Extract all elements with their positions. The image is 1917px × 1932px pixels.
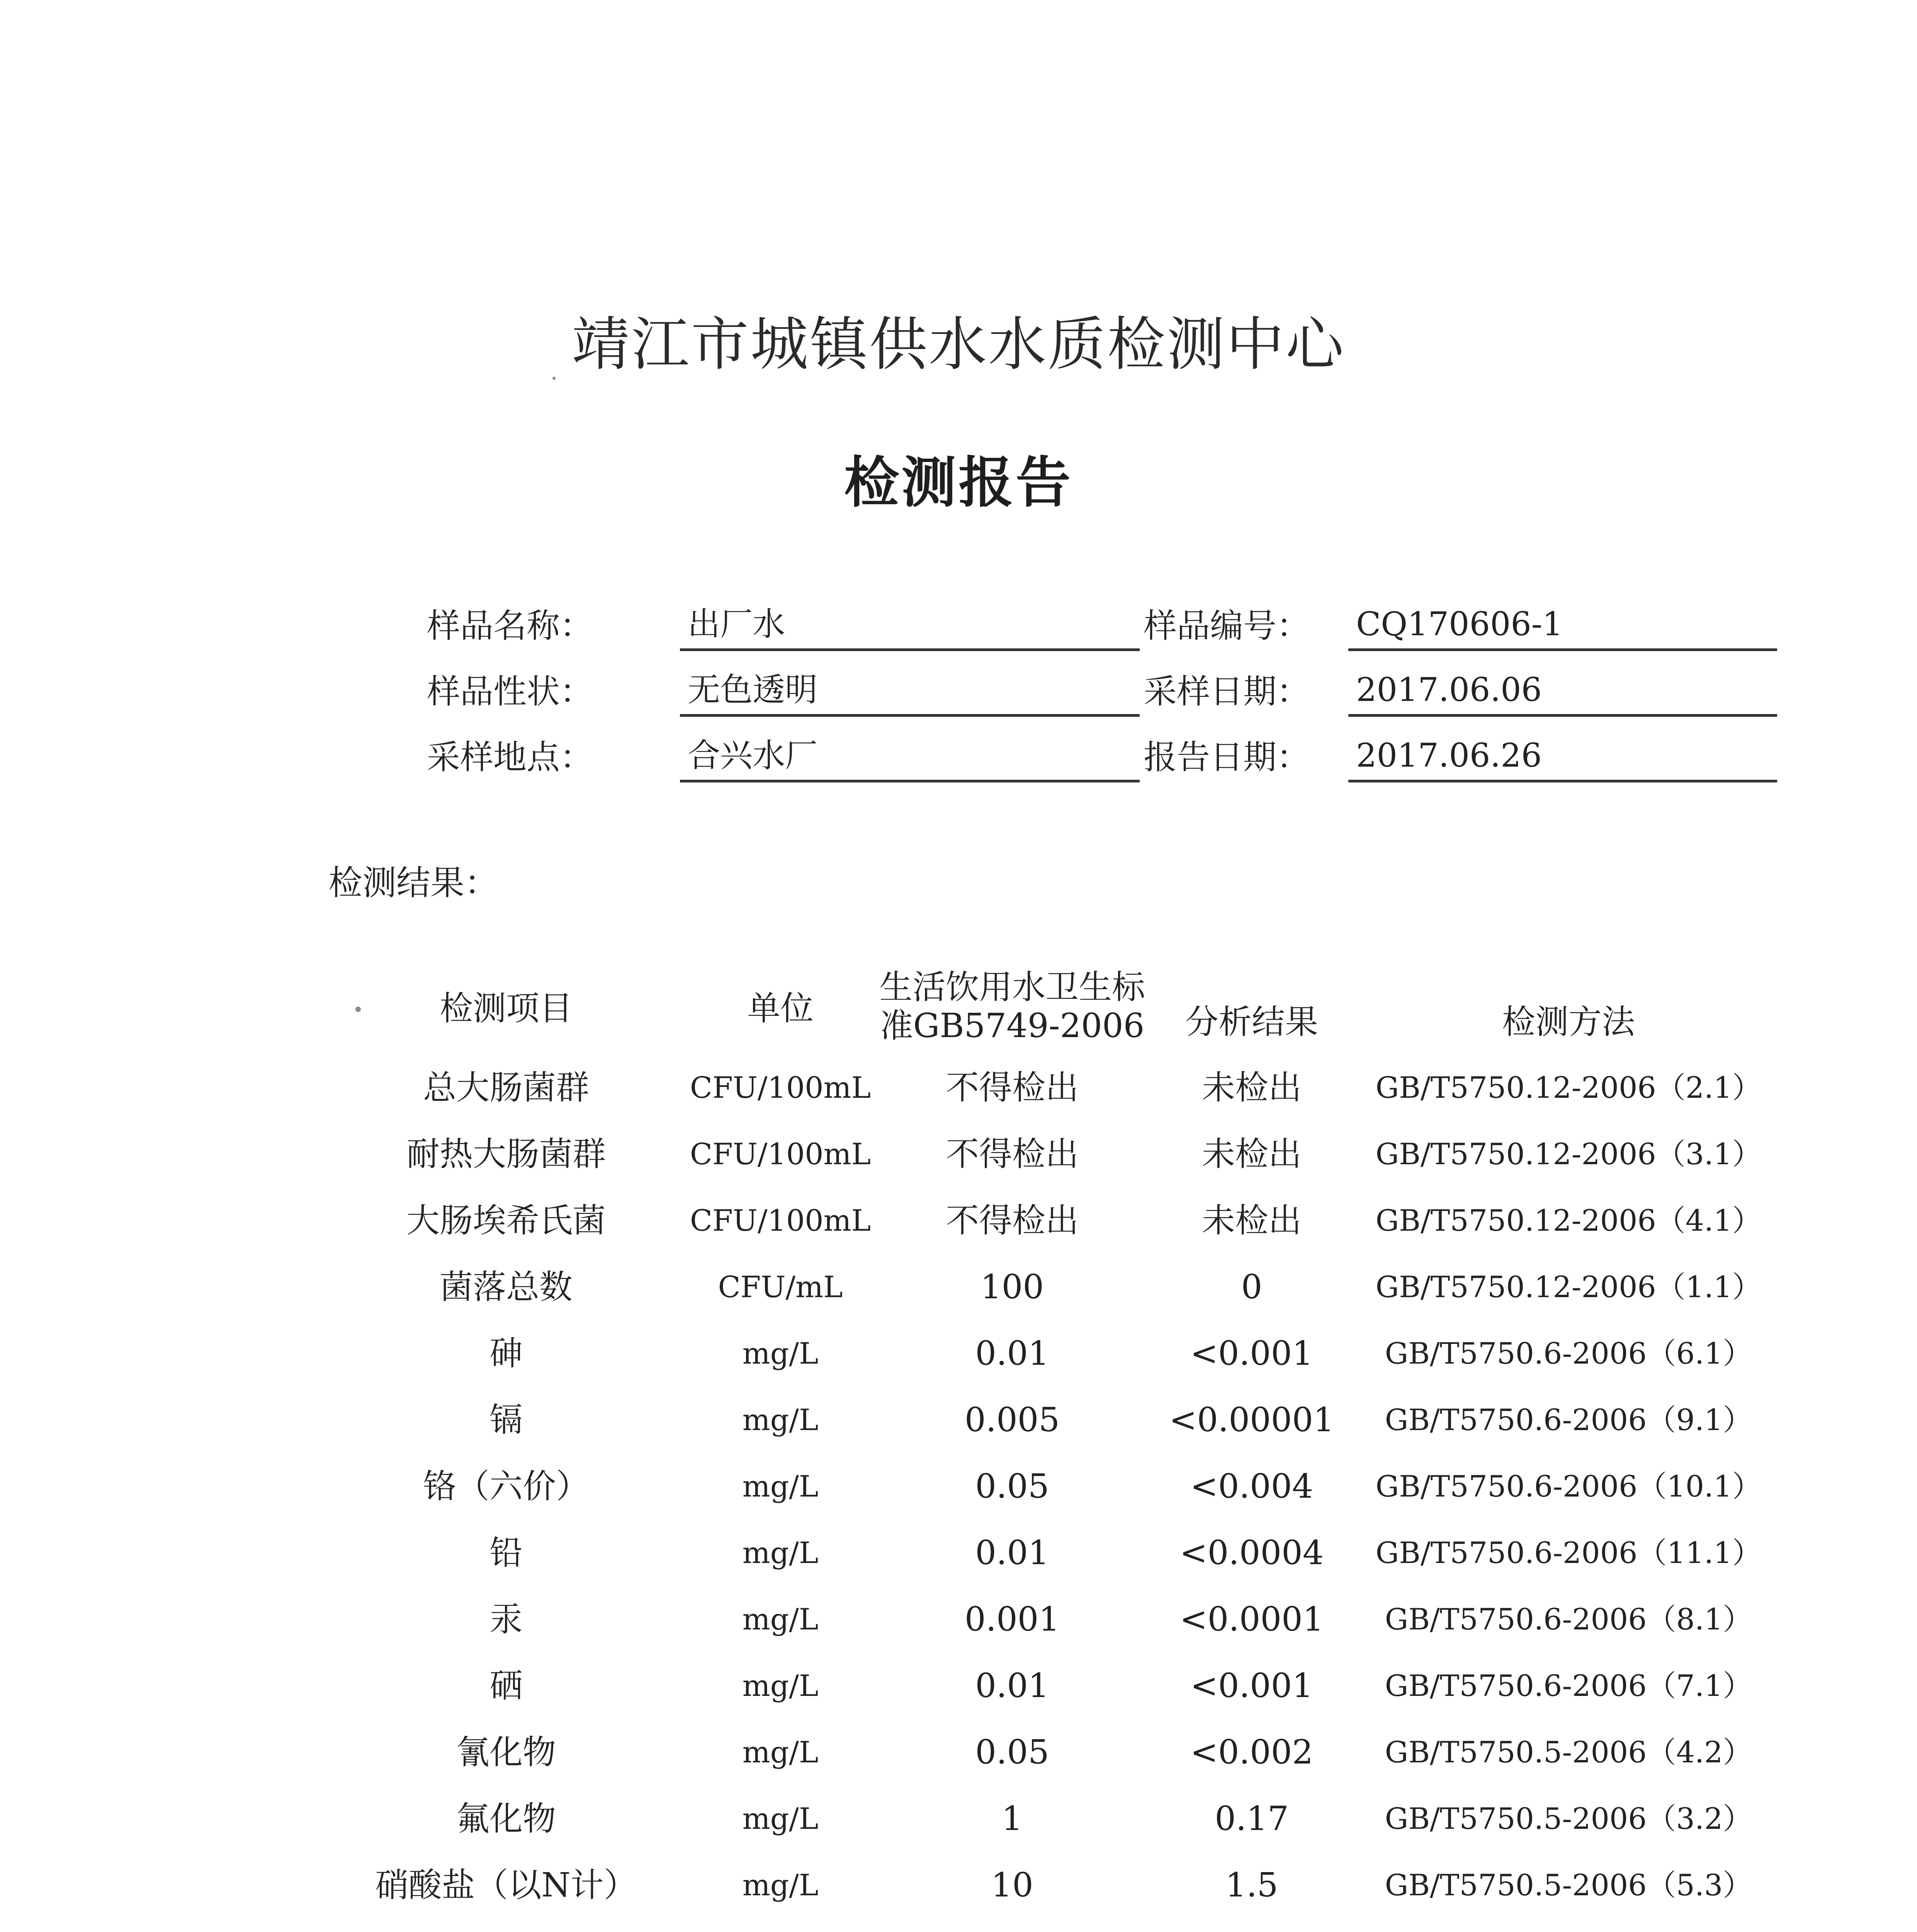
- standard-cell: 0.01: [975, 1534, 1049, 1572]
- sampling-date-value: 2017.06.06: [1348, 667, 1777, 717]
- table-row: [0, 1657, 1917, 1715]
- item-cell: 镉: [489, 1401, 523, 1439]
- standard-cell: 0.01: [975, 1334, 1049, 1373]
- unit-cell: CFU/mL: [718, 1270, 843, 1304]
- method-cell: GB/T5750.6-2006（8.1）: [1385, 1602, 1752, 1636]
- report-date-label: 报告日期：: [1144, 738, 1310, 777]
- table-row: [0, 1258, 1917, 1316]
- item-cell: 菌落总数: [440, 1268, 573, 1306]
- method-cell: GB/T5750.12-2006（2.1）: [1375, 1070, 1762, 1105]
- sampling-location-label: 采样地点：: [427, 738, 593, 777]
- item-cell: 总大肠菌群: [423, 1068, 589, 1107]
- unit-cell: mg/L: [742, 1868, 819, 1902]
- result-cell: 未检出: [1202, 1068, 1302, 1107]
- unit-cell: mg/L: [742, 1536, 819, 1570]
- method-cell: GB/T5750.6-2006（10.1）: [1375, 1469, 1762, 1503]
- sample-number-label: 样品编号：: [1144, 607, 1310, 645]
- standard-cell: 0.001: [964, 1600, 1060, 1639]
- scan-speck: [552, 377, 556, 380]
- sample-info-row: [0, 601, 1917, 651]
- table-row: [0, 1790, 1917, 1848]
- column-header-result: 分析结果: [1185, 1003, 1318, 1041]
- table-row: [0, 1590, 1917, 1648]
- unit-cell: CFU/100mL: [690, 1137, 871, 1171]
- sample-info-row: [0, 667, 1917, 717]
- method-cell: GB/T5750.6-2006（7.1）: [1385, 1668, 1752, 1703]
- unit-cell: mg/L: [742, 1735, 819, 1769]
- table-row: [0, 1391, 1917, 1449]
- standard-cell: 不得检出: [946, 1201, 1079, 1240]
- unit-cell: mg/L: [742, 1602, 819, 1636]
- item-cell: [340, 1923, 672, 1932]
- sample-name-label: 样品名称：: [427, 607, 593, 645]
- item-cell: 大肠埃希氏菌: [406, 1201, 606, 1240]
- standard-cell: 0.01: [975, 1667, 1049, 1705]
- table-row: [0, 1059, 1917, 1117]
- method-cell: [1352, 1923, 1785, 1932]
- unit-cell: mg/L: [742, 1336, 819, 1371]
- method-cell: GB/T5750.12-2006（1.1）: [1375, 1270, 1762, 1304]
- table-row: [0, 1125, 1917, 1183]
- sampling-date-label: 采样日期：: [1144, 672, 1310, 711]
- method-cell: GB/T5750.5-2006（3.2）: [1385, 1801, 1752, 1836]
- item-cell: 耐热大肠菌群: [406, 1135, 606, 1173]
- unit-cell: mg/L: [742, 1801, 819, 1836]
- results-heading: 检测结果：: [328, 863, 499, 903]
- table-row: [0, 1856, 1917, 1914]
- method-cell: GB/T5750.5-2006（5.3）: [1385, 1868, 1752, 1902]
- standard-cell: 10: [991, 1866, 1033, 1905]
- column-header-method: 检测方法: [1502, 1003, 1635, 1041]
- method-cell: GB/T5750.12-2006（4.1）: [1375, 1203, 1762, 1238]
- report-title: 检测报告: [844, 451, 1073, 515]
- item-cell: 氟化物: [456, 1799, 556, 1838]
- standard-cell: 100: [980, 1268, 1044, 1306]
- table-row: [0, 1458, 1917, 1515]
- table-row: [0, 1192, 1917, 1250]
- method-cell: GB/T5750.12-2006（3.1）: [1375, 1137, 1762, 1171]
- table-row: [0, 1723, 1917, 1781]
- unit-cell: mg/L: [742, 1668, 819, 1703]
- item-cell: 氰化物: [456, 1733, 556, 1772]
- standard-cell: 0.005: [964, 1401, 1060, 1439]
- method-cell: GB/T5750.6-2006（6.1）: [1385, 1336, 1752, 1371]
- item-cell: 铬（六价）: [423, 1467, 589, 1506]
- result-cell: [1144, 1923, 1360, 1932]
- sample-appearance-value: 无色透明: [680, 667, 1140, 717]
- sample-info-row: [0, 732, 1917, 782]
- report-date-value: 2017.06.26: [1348, 732, 1777, 782]
- standard-cell: 0.05: [975, 1467, 1049, 1506]
- unit-cell: mg/L: [742, 1403, 819, 1437]
- organization-title: 靖江市城镇供水水质检测中心: [571, 311, 1345, 378]
- result-cell: 1.5: [1225, 1866, 1278, 1905]
- item-cell: 硒: [489, 1667, 523, 1705]
- method-cell: GB/T5750.5-2006（4.2）: [1385, 1735, 1752, 1769]
- result-cell: <0.00001: [1169, 1401, 1334, 1439]
- sample-appearance-label: 样品性状：: [427, 672, 593, 711]
- column-header-standard-line1: 生活饮用水卫生标: [879, 968, 1145, 1007]
- result-cell: <0.004: [1190, 1467, 1314, 1506]
- item-cell: 铅: [489, 1534, 523, 1572]
- standard-cell: [865, 1923, 1159, 1932]
- standard-cell: 不得检出: [946, 1068, 1079, 1107]
- result-cell: <0.0004: [1179, 1534, 1324, 1572]
- result-cell: 0: [1241, 1268, 1263, 1306]
- sampling-location-value: 合兴水厂: [680, 732, 1140, 782]
- sample-number-value: CQ170606-1: [1348, 601, 1777, 651]
- standard-cell: 1: [1001, 1799, 1023, 1838]
- standard-cell: 0.05: [975, 1733, 1049, 1772]
- table-row: [0, 1923, 1917, 1932]
- item-cell: 汞: [489, 1600, 523, 1639]
- unit-cell: [672, 1923, 889, 1932]
- result-cell: <0.0001: [1179, 1600, 1324, 1639]
- result-cell: <0.001: [1190, 1334, 1314, 1373]
- column-header-standard-line2: 准GB5749-2006: [880, 1007, 1145, 1045]
- table-row: [0, 1524, 1917, 1582]
- item-cell: 砷: [489, 1334, 523, 1373]
- standard-cell: 不得检出: [946, 1135, 1079, 1173]
- unit-cell: CFU/100mL: [690, 1070, 871, 1105]
- table-row: [0, 1325, 1917, 1383]
- result-cell: <0.002: [1190, 1733, 1314, 1772]
- item-cell: 硝酸盐（以N计）: [375, 1866, 637, 1905]
- column-header-unit: 单位: [747, 989, 814, 1028]
- unit-cell: mg/L: [742, 1469, 819, 1503]
- result-cell: <0.001: [1190, 1667, 1314, 1705]
- result-cell: 未检出: [1202, 1201, 1302, 1240]
- result-cell: 0.17: [1215, 1799, 1289, 1838]
- method-cell: GB/T5750.6-2006（9.1）: [1385, 1403, 1752, 1437]
- method-cell: GB/T5750.6-2006（11.1）: [1375, 1536, 1762, 1570]
- column-header-item: 检测项目: [440, 989, 573, 1028]
- sample-name-value: 出厂水: [680, 601, 1140, 651]
- unit-cell: CFU/100mL: [690, 1203, 871, 1238]
- result-cell: 未检出: [1202, 1135, 1302, 1173]
- scan-speck: [355, 1007, 361, 1012]
